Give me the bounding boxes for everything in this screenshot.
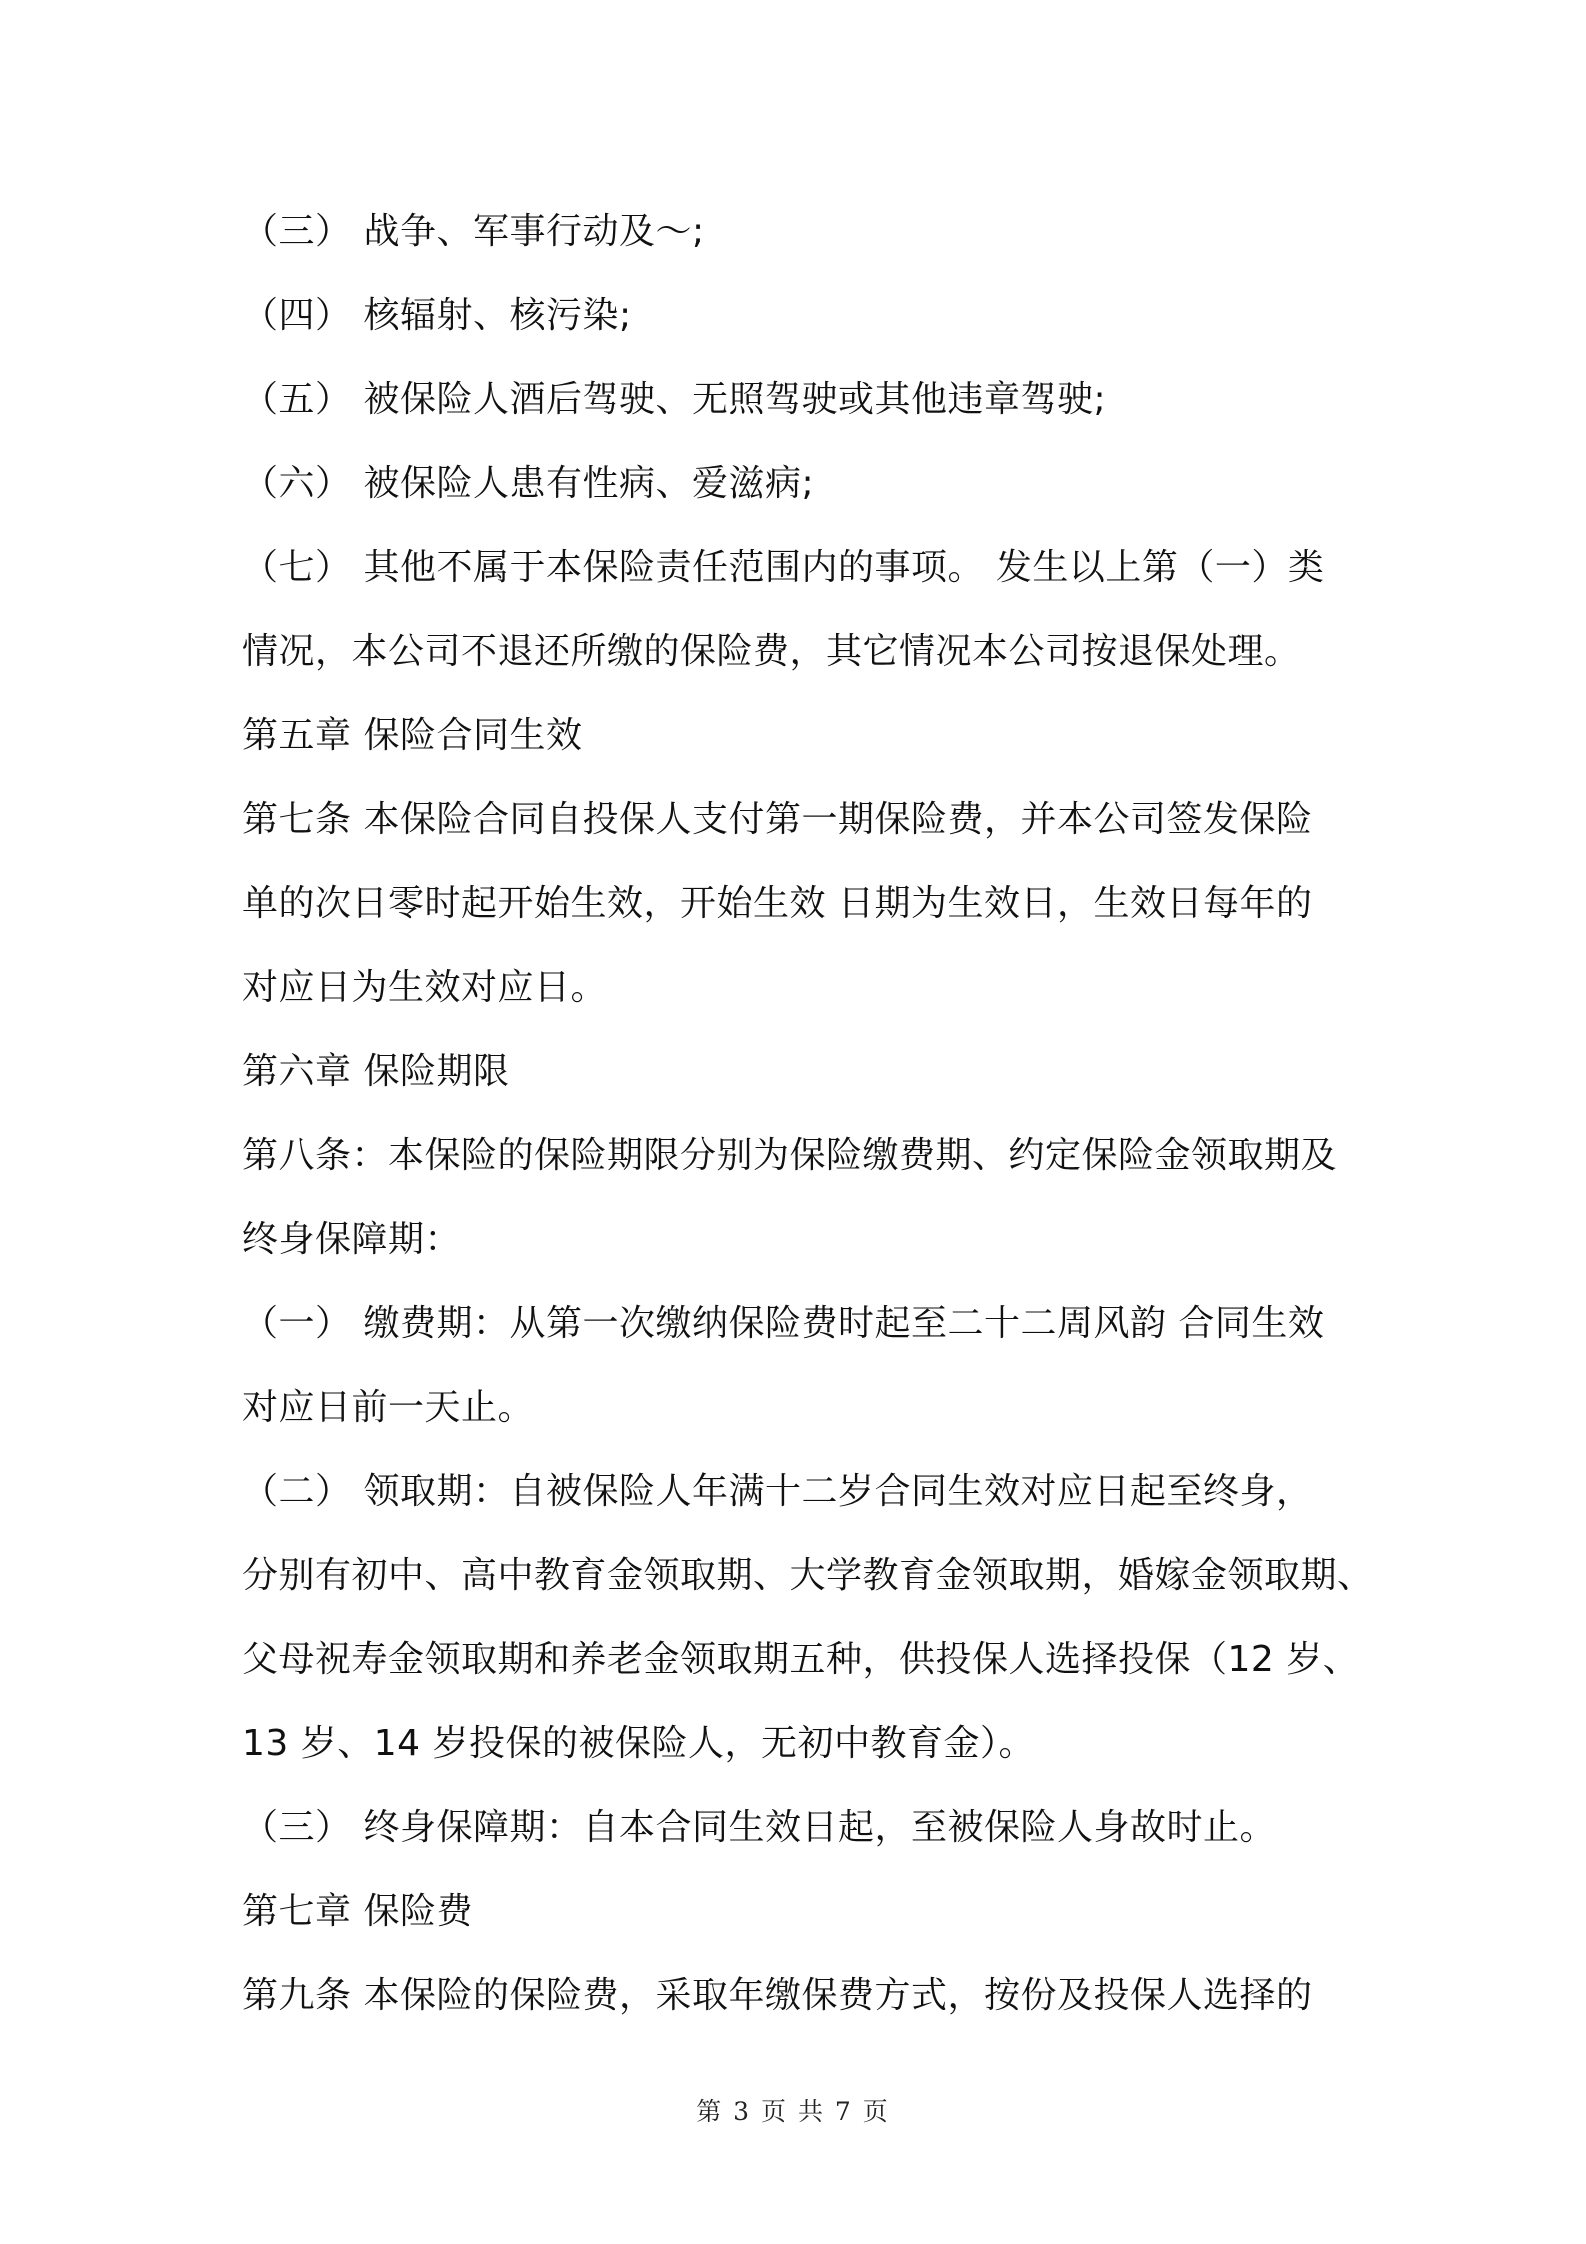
text-line: （三） 战争、军事行动及～;: [242, 211, 705, 252]
page-number: 第 3 页 共 7 页: [696, 2097, 890, 2126]
text-line: （三） 终身保障期：自本合同生效日起，至被保险人身故时止。: [242, 1807, 1276, 1848]
chapter-heading: 第五章 保险合同生效: [242, 715, 583, 756]
text-line: （五） 被保险人酒后驾驶、无照驾驶或其他违章驾驶;: [242, 379, 1107, 420]
text-line: 13 岁、14 岁投保的被保险人，无初中教育金）。: [242, 1723, 1036, 1764]
text-line: 父母祝寿金领取期和养老金领取期五种，供投保人选择投保（12 岁、: [242, 1639, 1360, 1680]
document-body: [242, 190, 1374, 2038]
text-line: 单的次日零时起开始生效，开始生效 日期为生效日，生效日每年的: [242, 883, 1313, 924]
text-line: （二） 领取期：自被保险人年满十二岁合同生效对应日起至终身，: [242, 1471, 1313, 1512]
chapter-heading: 第七章 保险费: [242, 1891, 473, 1932]
text-line: 第九条 本保险的保险费，采取年缴保费方式，按份及投保人选择的: [242, 1975, 1313, 2016]
text-line: 第七条 本保险合同自投保人支付第一期保险费，并本公司签发保险: [242, 799, 1313, 840]
text-line: 情况，本公司不退还所缴的保险费，其它情况本公司按退保处理。: [242, 631, 1301, 672]
text-line: 终身保障期：: [242, 1219, 462, 1260]
text-line: 对应日前一天止。: [242, 1387, 535, 1428]
text-line: （七） 其他不属于本保险责任范围内的事项。 发生以上第（一）类: [242, 547, 1325, 588]
text-line: 分别有初中、高中教育金领取期、大学教育金领取期，婚嫁金领取期、: [242, 1555, 1374, 1596]
text-line: （一） 缴费期：从第一次缴纳保险费时起至二十二周风韵 合同生效: [242, 1303, 1325, 1344]
text-line: 对应日为生效对应日。: [242, 967, 608, 1008]
text-line: （四） 核辐射、核污染;: [242, 295, 632, 336]
chapter-heading: 第六章 保险期限: [242, 1051, 510, 1092]
text-line: 第八条：本保险的保险期限分别为保险缴费期、约定保险金领取期及: [242, 1135, 1338, 1176]
text-line: （六） 被保险人患有性病、爱滋病;: [242, 463, 815, 504]
